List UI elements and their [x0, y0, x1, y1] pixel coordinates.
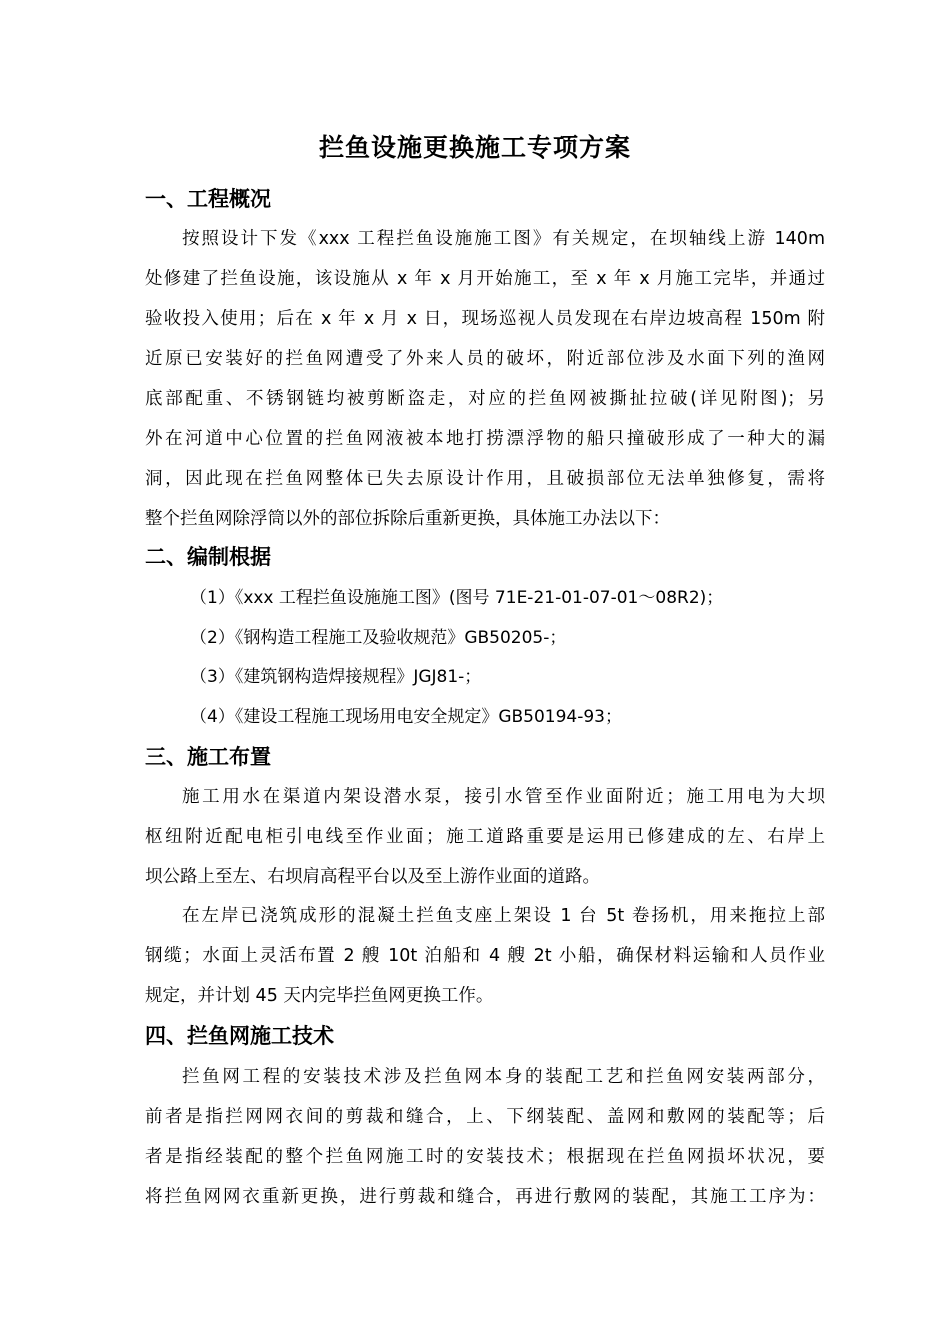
paragraph-line: 近原已安装好的拦鱼网遭受了外来人员的破坏，附近部位涉及水面下列的渔网	[145, 349, 825, 369]
paragraph-line: 验收投入使用；后在 x 年 x 月 x 日，现场巡视人员发现在右岸边坡高程 150m 附	[145, 309, 825, 329]
paragraph-line: 处修建了拦鱼设施，该设施从 x 年 x 月开始施工，至 x 年 x 月施工完毕，并通过	[145, 269, 825, 289]
section-overview-paragraph	[145, 219, 825, 539]
paragraph-line: 钢缆；水面上灵活布置 2 艘 10t 泊船和 4 艘 2t 小船，确保材料运输和人员作业	[145, 946, 825, 966]
section-heading-overview: 一、工程概况	[145, 187, 271, 211]
reference-item: （1）《xxx 工程拦鱼设施施工图》(图号 71E-21-01-07-01～08R2)；	[190, 588, 724, 608]
paragraph-line: 规定，并计划 45 天内完毕拦鱼网更换工作。	[145, 986, 494, 1006]
paragraph-line: 将拦鱼网网衣重新更换，进行剪裁和缝合，再进行敷网的装配，其施工工序为：	[145, 1187, 825, 1207]
paragraph-line: 坝公路上至左、右坝肩高程平台以及至上游作业面的道路。	[145, 867, 600, 887]
reference-item: （3）《建筑钢构造焊接规程》JGJ81-；	[190, 667, 482, 687]
reference-item: （4）《建设工程施工现场用电安全规定》GB50194-93；	[190, 707, 622, 727]
section-heading-layout: 三、施工布置	[145, 745, 271, 769]
reference-item: （2）《钢构造工程施工及验收规范》GB50205-；	[190, 628, 567, 648]
section-layout-paragraph-2	[145, 896, 825, 1016]
section-heading-technique: 四、拦鱼网施工技术	[145, 1024, 334, 1048]
section-technique-paragraph	[145, 1057, 825, 1217]
paragraph-line: 按照设计下发《xxx 工程拦鱼设施施工图》有关规定，在坝轴线上游 140m	[182, 229, 825, 249]
paragraph-line: 施工用水在渠道内架设潜水泵，接引水管至作业面附近；施工用电为大坝	[182, 787, 825, 807]
section-layout-paragraph-1	[145, 777, 825, 897]
paragraph-line: 在左岸已浇筑成形的混凝土拦鱼支座上架设 1 台 5t 卷扬机，用来拖拉上部	[182, 906, 825, 926]
paragraph-line: 洞，因此现在拦鱼网整体已失去原设计作用，且破损部位无法单独修复，需将	[145, 469, 825, 489]
document-title: 拦鱼设施更换施工专项方案	[318, 133, 631, 162]
paragraph-line: 拦鱼网工程的安装技术涉及拦鱼网本身的装配工艺和拦鱼网安装两部分，	[182, 1067, 825, 1087]
paragraph-line: 者是指经装配的整个拦鱼网施工时的安装技术；根据现在拦鱼网损坏状况，要	[145, 1147, 825, 1167]
paragraph-line: 前者是指拦网网衣间的剪裁和缝合，上、下纲装配、盖网和敷网的装配等；后	[145, 1107, 825, 1127]
paragraph-line: 外在河道中心位置的拦鱼网液被本地打捞漂浮物的船只撞破形成了一种大的漏	[145, 429, 825, 449]
paragraph-line: 枢纽附近配电柜引电线至作业面；施工道路重要是运用已修建成的左、右岸上	[145, 827, 825, 847]
paragraph-line: 整个拦鱼网除浮筒以外的部位拆除后重新更换，具体施工办法以下：	[145, 509, 670, 529]
section-heading-basis: 二、编制根据	[145, 545, 271, 569]
paragraph-line: 底部配重、不锈钢链均被剪断盗走，对应的拦鱼网被撕扯拉破(详见附图)；另	[145, 389, 825, 409]
